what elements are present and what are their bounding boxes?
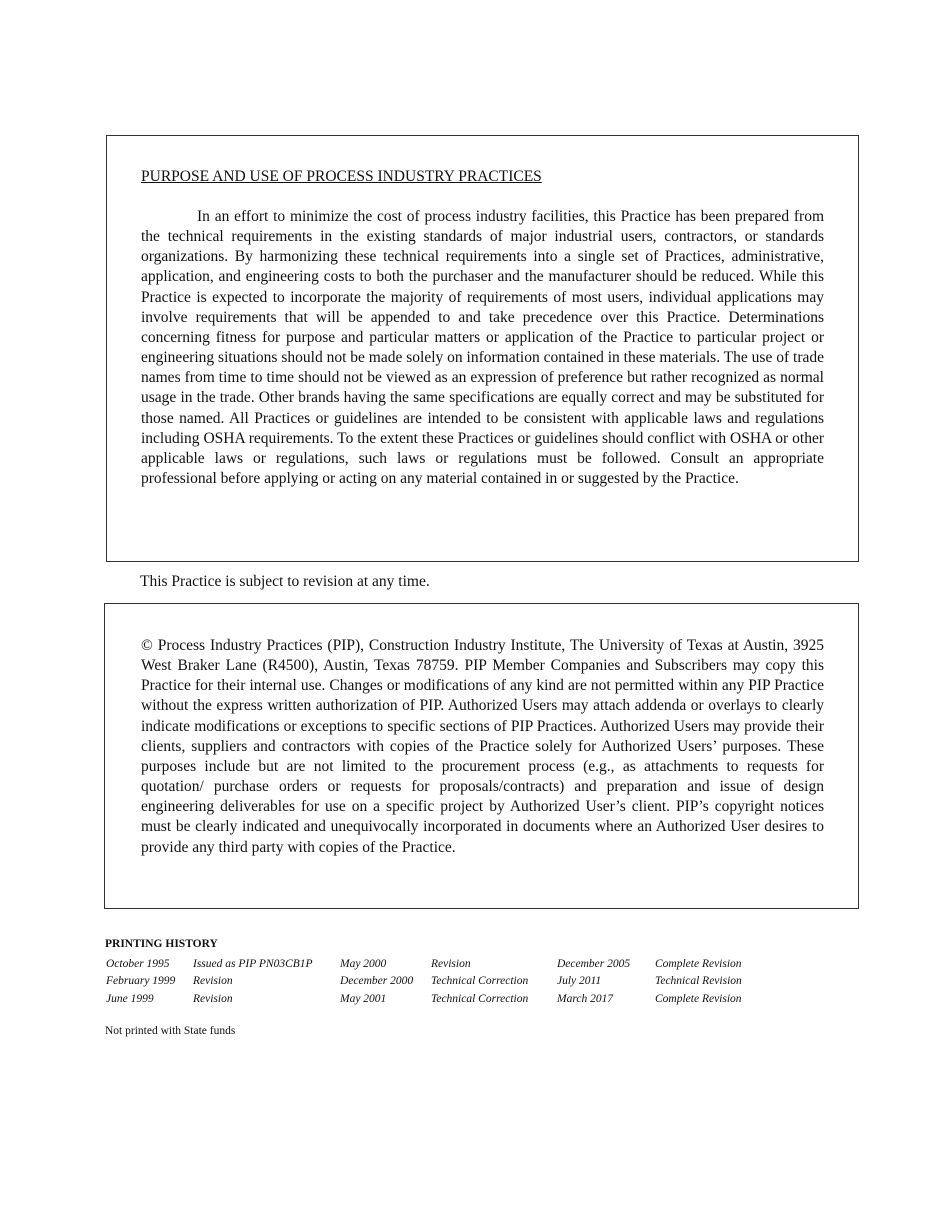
history-date: February 1999 xyxy=(106,975,176,988)
copyright-paragraph: © Process Industry Practices (PIP), Construction Industry Institute, The University of Texas at Austin, 3925 West Braker Lane (R4500), Austin, Texas 78759. PIP Member Companies and Subscribers may copy this Practice for their internal use. Changes or modifications of any kind are not permitted within any PIP Practice without the express written authorization of PIP. Authorized Users may attach addenda or overlays to clearly indicate modifications or exceptions to specific sections of PIP Practices. Authorized Users may provide their clients, suppliers and contractors with copies of the Practice solely for Authorized Users’ purposes. These purposes include but are not limited to the procurement process (e.g., as attachments to requests for quotation/ purchase orders or requests for proposals/contracts) and preparation and issue of design engineering deliverables for use on a specific project by Authorized User’s client. PIP’s copyright notices must be clearly indicated and unequivocally incorporated in documents where an Authorized User desires to provide any third party with copies of the Practice. xyxy=(141,637,824,856)
printing-history-title: PRINTING HISTORY xyxy=(105,938,218,950)
purpose-heading: PURPOSE AND USE OF PROCESS INDUSTRY PRACTICES xyxy=(141,168,542,185)
printing-history xyxy=(105,936,761,1008)
history-date: March 2017 xyxy=(557,992,614,1005)
history-date: May 2000 xyxy=(340,957,387,970)
history-date: October 1995 xyxy=(106,957,170,970)
history-date: December 2000 xyxy=(340,975,414,988)
table-row xyxy=(105,990,761,1008)
history-date: June 1999 xyxy=(106,992,154,1005)
history-description: Technical Correction xyxy=(431,975,529,988)
table-row xyxy=(105,955,761,973)
history-description: Revision xyxy=(193,975,233,988)
purpose-box xyxy=(106,135,859,562)
history-description: Technical Correction xyxy=(431,992,529,1005)
copyright-box xyxy=(104,603,859,909)
history-description: Complete Revision xyxy=(655,992,742,1005)
revision-note: This Practice is subject to revision at any time. xyxy=(140,573,430,590)
history-description: Revision xyxy=(193,992,233,1005)
history-description: Revision xyxy=(431,957,471,970)
history-description: Issued as PIP PN03CB1P xyxy=(193,957,313,970)
history-date: May 2001 xyxy=(340,992,387,1005)
history-date: July 2011 xyxy=(557,975,602,988)
state-funds-note: Not printed with State funds xyxy=(105,1025,236,1037)
printing-history-table xyxy=(105,955,761,1008)
table-row xyxy=(105,973,761,991)
purpose-paragraph: In an effort to minimize the cost of process industry facilities, this Practice has been prepared from the technical requirements in the existing standards of major industrial users, contractors, or standards organizations. By harmonizing these technical requirements into a single set of Practices, administrative, application, and engineering costs to both the purchaser and the manufacturer should be reduced. While this Practice is expected to incorporate the majority of requirements of most users, individual applications may involve requirements that will be appended to and take precedence over this Practice. Determinations concerning fitness for purpose and particular matters or application of the Practice to particular project or engineering situations should not be made solely on information contained in these materials. The use of trade names from time to time should not be viewed as an expression of preference but rather recognized as normal usage in the trade. Other brands having the same specifications are equally correct and may be substituted for those named. All Practices or guidelines are intended to be consistent with applicable laws and regulations including OSHA requirements. To the extent these Practices or guidelines should conflict with OSHA or other applicable laws or regulations, such laws or regulations must be followed. Consult an appropriate professional before applying or acting on any material contained in or suggested by the Practice. xyxy=(141,208,824,488)
history-description: Technical Revision xyxy=(655,975,742,988)
history-date: December 2005 xyxy=(557,957,631,970)
history-description: Complete Revision xyxy=(655,957,742,970)
